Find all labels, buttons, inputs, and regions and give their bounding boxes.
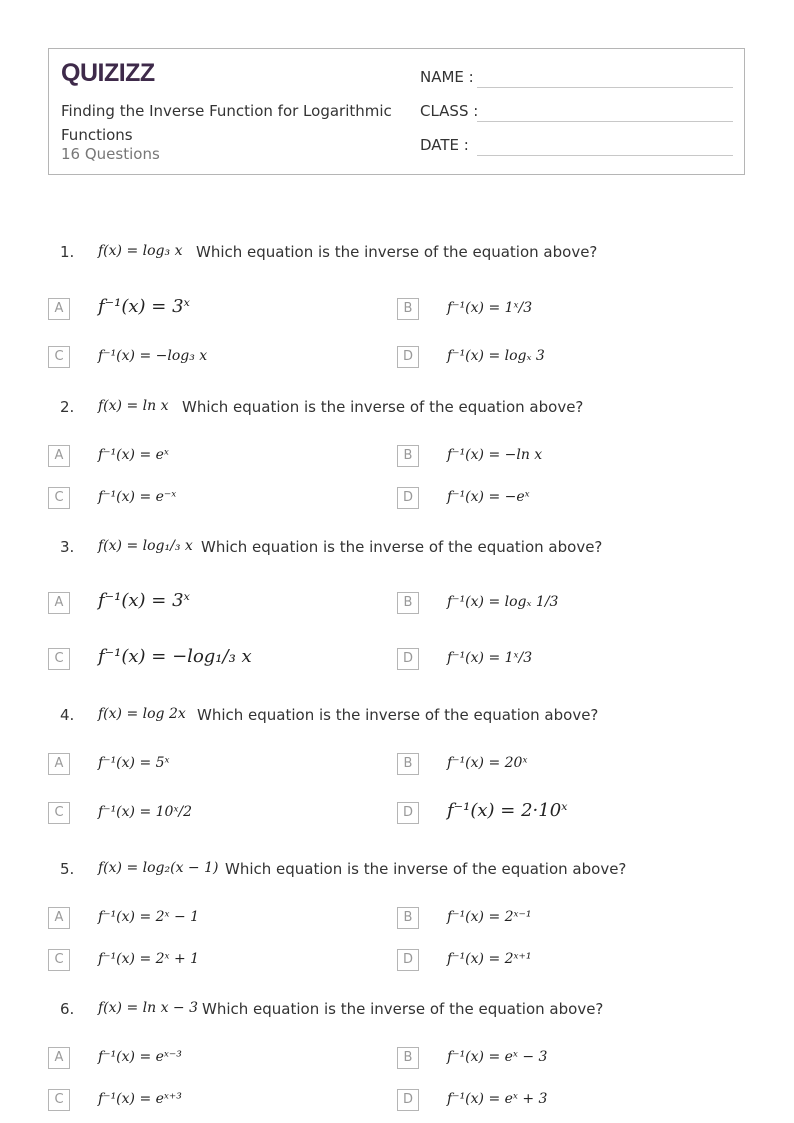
option-a-box[interactable]: A bbox=[48, 592, 70, 614]
option-b-box[interactable]: B bbox=[397, 907, 419, 929]
option-a-answer[interactable]: f⁻¹(x) = eˣ bbox=[98, 447, 169, 463]
option-b-box[interactable]: B bbox=[397, 298, 419, 320]
name-label: NAME : bbox=[420, 68, 474, 86]
option-d-box[interactable]: D bbox=[397, 648, 419, 670]
class-field[interactable] bbox=[420, 102, 479, 124]
option-c-answer[interactable]: f⁻¹(x) = e⁻ˣ bbox=[98, 489, 177, 505]
date-field[interactable] bbox=[420, 136, 476, 158]
option-a-answer[interactable]: f⁻¹(x) = 3ˣ bbox=[98, 296, 190, 317]
option-d-answer[interactable]: f⁻¹(x) = eˣ + 3 bbox=[447, 1091, 548, 1107]
question-text: Which equation is the inverse of the equation above? bbox=[202, 1000, 604, 1018]
option-b-answer[interactable]: f⁻¹(x) = 1ˣ/3 bbox=[447, 300, 533, 316]
option-a-box[interactable]: A bbox=[48, 1047, 70, 1069]
option-a-box[interactable]: A bbox=[48, 753, 70, 775]
question-number: 5. bbox=[60, 860, 75, 878]
option-b-answer[interactable]: f⁻¹(x) = logₓ 1/3 bbox=[447, 594, 559, 610]
option-b-answer[interactable]: f⁻¹(x) = 20ˣ bbox=[447, 755, 528, 771]
option-a-box[interactable]: A bbox=[48, 445, 70, 467]
worksheet-header bbox=[48, 48, 745, 175]
question-number: 4. bbox=[60, 706, 75, 724]
question-formula: f(x) = log₂(x − 1) bbox=[98, 860, 219, 876]
option-a-answer[interactable]: f⁻¹(x) = 5ˣ bbox=[98, 755, 170, 771]
question-text: Which equation is the inverse of the equation above? bbox=[196, 243, 598, 261]
date-label: DATE : bbox=[420, 136, 469, 154]
class-label: CLASS : bbox=[420, 102, 479, 120]
option-c-box[interactable]: C bbox=[48, 487, 70, 509]
option-b-answer[interactable]: f⁻¹(x) = eˣ − 3 bbox=[447, 1049, 548, 1065]
option-c-box[interactable]: C bbox=[48, 802, 70, 824]
question-number: 3. bbox=[60, 538, 75, 556]
option-d-answer[interactable]: f⁻¹(x) = 1ˣ/3 bbox=[447, 650, 533, 666]
option-d-box[interactable]: D bbox=[397, 949, 419, 971]
name-field[interactable] bbox=[420, 68, 476, 90]
question-number: 6. bbox=[60, 1000, 75, 1018]
worksheet-title: Finding the Inverse Function for Logarithmic Functions bbox=[61, 102, 392, 144]
name-line[interactable] bbox=[477, 87, 733, 88]
question-formula: f(x) = log 2x bbox=[98, 706, 186, 722]
question-number: 1. bbox=[60, 243, 75, 261]
question-text: Which equation is the inverse of the equation above? bbox=[225, 860, 627, 878]
date-line[interactable] bbox=[477, 155, 733, 156]
question-text: Which equation is the inverse of the equation above? bbox=[182, 398, 584, 416]
question-count: 16 Questions bbox=[61, 145, 160, 163]
question-formula: f(x) = log₃ x bbox=[98, 243, 183, 259]
option-d-box[interactable]: D bbox=[397, 802, 419, 824]
option-d-answer[interactable]: f⁻¹(x) = logₓ 3 bbox=[447, 348, 545, 364]
option-c-answer[interactable]: f⁻¹(x) = 10ˣ/2 bbox=[98, 804, 193, 820]
question-number: 2. bbox=[60, 398, 75, 416]
option-c-answer[interactable]: f⁻¹(x) = −log₁/₃ x bbox=[98, 646, 252, 667]
option-c-answer[interactable]: f⁻¹(x) = −log₃ x bbox=[98, 348, 208, 364]
question-text: Which equation is the inverse of the equation above? bbox=[197, 706, 599, 724]
option-b-answer[interactable]: f⁻¹(x) = 2ˣ⁻¹ bbox=[447, 909, 532, 925]
option-c-box[interactable]: C bbox=[48, 949, 70, 971]
option-d-answer[interactable]: f⁻¹(x) = 2ˣ⁺¹ bbox=[447, 951, 532, 967]
question-formula: f(x) = log₁/₃ x bbox=[98, 538, 193, 554]
option-b-box[interactable]: B bbox=[397, 445, 419, 467]
option-c-box[interactable]: C bbox=[48, 648, 70, 670]
option-b-box[interactable]: B bbox=[397, 592, 419, 614]
option-c-answer[interactable]: f⁻¹(x) = eˣ⁺³ bbox=[98, 1091, 182, 1107]
option-a-answer[interactable]: f⁻¹(x) = eˣ⁻³ bbox=[98, 1049, 182, 1065]
class-line[interactable] bbox=[477, 121, 733, 122]
option-d-box[interactable]: D bbox=[397, 487, 419, 509]
option-c-box[interactable]: C bbox=[48, 1089, 70, 1111]
option-d-answer[interactable]: f⁻¹(x) = 2·10ˣ bbox=[447, 800, 568, 821]
option-d-answer[interactable]: f⁻¹(x) = −eˣ bbox=[447, 489, 530, 505]
question-formula: f(x) = ln x bbox=[98, 398, 169, 414]
option-a-box[interactable]: A bbox=[48, 298, 70, 320]
question-text: Which equation is the inverse of the equation above? bbox=[201, 538, 603, 556]
option-d-box[interactable]: D bbox=[397, 1089, 419, 1111]
option-b-box[interactable]: B bbox=[397, 753, 419, 775]
option-b-box[interactable]: B bbox=[397, 1047, 419, 1069]
option-a-answer[interactable]: f⁻¹(x) = 2ˣ − 1 bbox=[98, 909, 200, 925]
option-a-box[interactable]: A bbox=[48, 907, 70, 929]
quizizz-logo: QUIZIZZ bbox=[61, 59, 155, 87]
option-c-box[interactable]: C bbox=[48, 346, 70, 368]
option-d-box[interactable]: D bbox=[397, 346, 419, 368]
question-formula: f(x) = ln x − 3 bbox=[98, 1000, 199, 1016]
option-a-answer[interactable]: f⁻¹(x) = 3ˣ bbox=[98, 590, 190, 611]
option-c-answer[interactable]: f⁻¹(x) = 2ˣ + 1 bbox=[98, 951, 200, 967]
option-b-answer[interactable]: f⁻¹(x) = −ln x bbox=[447, 447, 543, 463]
